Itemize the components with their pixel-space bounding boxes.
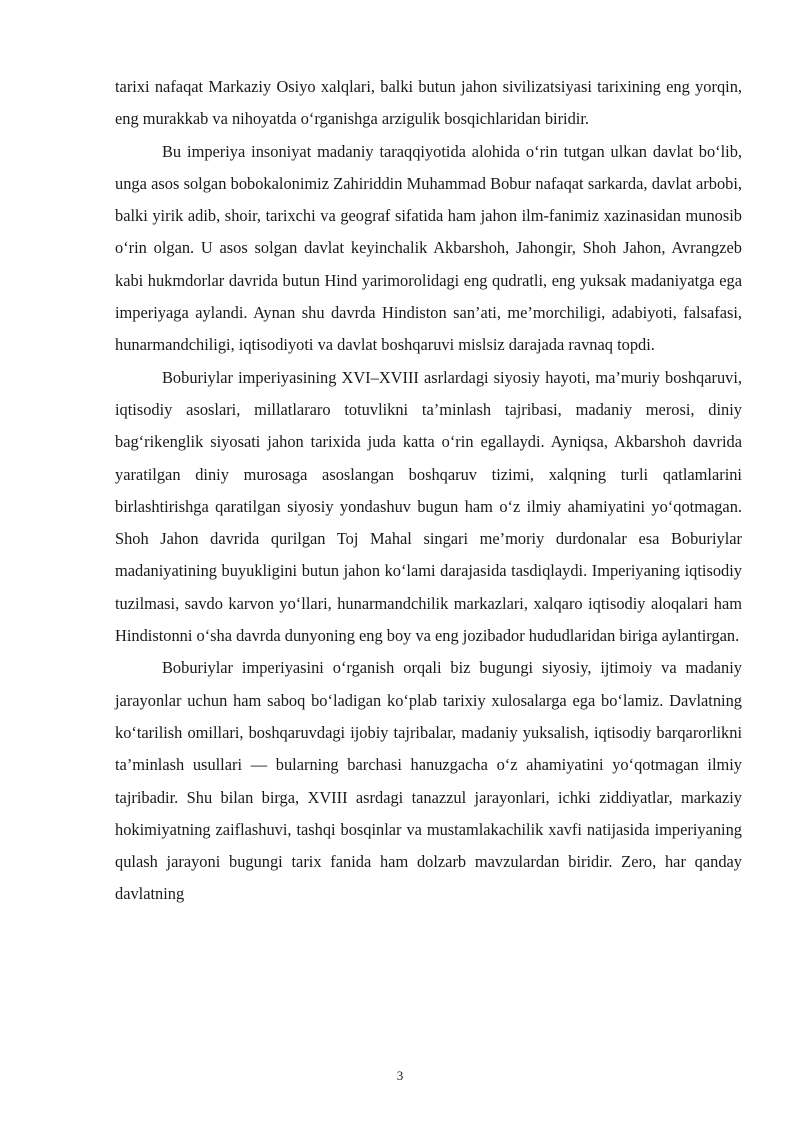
document-body (115, 71, 742, 911)
page-number: 3 (396, 1068, 404, 1083)
paragraph: Boburiylar imperiyasining XVI–XVIII asrlardagi siyosiy hayoti, ma’muriy boshqaruvi, iqtisodiy asoslari, millatlararo totuvlikni ta’minlash tajribasi, madaniy merosi, diniy bag‘rikenglik siyosati jahon tarixida juda katta o‘rin egallaydi. Ayniqsa, Akbarshoh davrida yaratilgan diniy murosaga asoslangan boshqaruv tizimi, xalqning turli qatlamlarini birlashtirishga qaratilgan siyosiy yondashuv bugun ham o‘z ilmiy ahamiyatini yo‘qotmagan. Shoh Jahon davrida qurilgan Toj Mahal singari me’moriy durdonalar esa Boburiylar madaniyatining buyukligini butun jahon ko‘lami darajasida tasdiqlaydi. Imperiyaning iqtisodiy tuzilmasi, savdo karvon yo‘llari, hunarmandchilik markazlari, xalqaro iqtisodiy aloqalari ham Hindistonni o‘sha davrda dunyoning eng boy va eng jozibador hududlaridan biriga aylantirgan. (115, 367, 742, 646)
paragraph: Bu imperiya insoniyat madaniy taraqqiyotida alohida o‘rin tutgan ulkan davlat bo‘lib, unga asos solgan bobokalonimiz Zahiriddin Muhammad Bobur nafaqat sarkarda, davlat arbobi, balki yirik adib, shoir, tarixchi va geograf sifatida ham jahon ilm-fanimiz xazinasidan munosib o‘rin olgan. U asos solgan davlat keyinchalik Akbarshoh, Jahongir, Shoh Jahon, Avrangzeb kabi hukmdorlar davrida butun Hind yarimorolidagi eng qudratli, eng yuksak madaniyatga ega imperiyaga aylandi. Aynan shu davrda Hindiston san’ati, me’morchiligi, adabiyoti, falsafasi, hunarmandchiligi, iqtisodiyoti va davlat boshqaruvi mislsiz darajada ravnaq topdi. (115, 141, 742, 355)
paragraph-continued: tarixi nafaqat Markaziy Osiyo xalqlari, balki butun jahon sivilizatsiyasi tarixining eng yorqin, eng murakkab va nihoyatda o‘rganishga arzigulik bosqichlaridan biridir. (115, 77, 742, 129)
paragraph: Boburiylar imperiyasini o‘rganish orqali biz bugungi siyosiy, ijtimoiy va madaniy jarayonlar uchun ham saboq bo‘ladigan ko‘plab tarixiy xulosalarga ega bo‘lamiz. Davlatning ko‘tarilish omillari, boshqaruvdagi ijobiy tajribalar, madaniy yuksalish, iqtisodiy barqarorlikni ta’minlash usullari — bularning barchasi hanuzgacha o‘z ahamiyatini yo‘qotmagan ilmiy tajribadir. Shu bilan birga, XVIII asrdagi tanazzul jarayonlari, ichki ziddiyatlar, markaziy hokimiyatning zaiflashuvi, tashqi bosqinlar va mustamlakachilik xavfi natijasida imperiyaning qulash jarayoni bugungi tarix fanida ham dolzarb mavzulardan biridir. Zero, har qanday davlatning (115, 658, 742, 904)
